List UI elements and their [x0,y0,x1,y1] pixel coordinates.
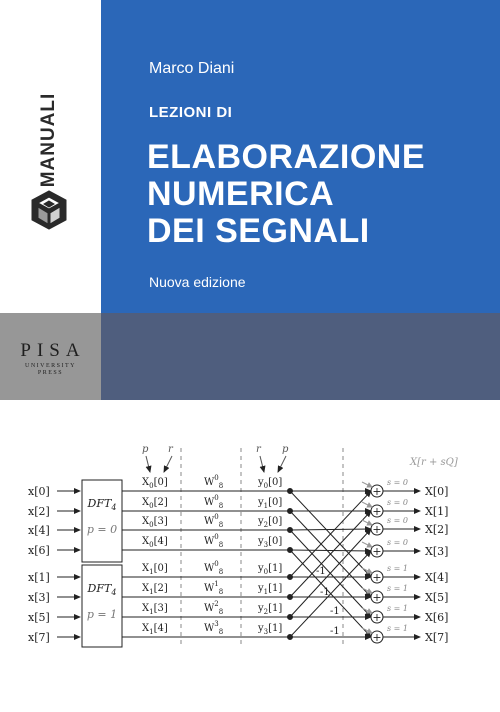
input-label: x[4] [28,524,50,537]
slate-band [101,313,500,400]
dft-param: p = 0 [86,523,118,536]
input-label: x[7] [28,631,50,644]
twiddle-label: $W^1_8$ [204,580,224,596]
author-name: Marco Diani [149,60,235,77]
book-title [147,139,425,250]
x-node-label: $X_0[0]$ [142,477,168,490]
input-label: x[6] [28,544,50,557]
adder-symbol: + [372,523,382,536]
s-label: s = 1 [387,584,408,593]
title-line: NUMERICA [147,175,335,213]
adder-symbol: + [372,485,382,498]
s-arrow [362,482,372,487]
negation-label: -1 [330,626,340,637]
dft-box [82,565,122,647]
input-label: x[2] [28,505,50,518]
output-label: X[7] [425,631,449,644]
x-node-label: $X_0[2]$ [142,497,168,510]
input-label: x[3] [28,591,50,604]
s-label: s = 1 [387,624,408,633]
butterfly-line [290,529,371,530]
twiddle-label: $W^3_8$ [204,620,224,636]
s-arrow [362,502,372,507]
dft-label: $DFT_4$ [87,497,117,512]
s-label: s = 0 [387,498,408,507]
twiddle-label: $W^0_8$ [204,513,224,529]
twiddle-label: $W^0_8$ [204,494,224,510]
index-label: p [142,444,149,455]
negation-label: -1 [330,606,340,617]
input-label: x[1] [28,571,50,584]
y-node-label: $y_2[0]$ [258,516,283,529]
output-header: X[r + sQ] [410,457,458,468]
s-label: s = 1 [387,604,408,613]
publisher-sub2: PRESS [37,370,64,376]
y-node-label: $y_3[0]$ [258,536,283,549]
fft-flow-diagram [0,400,500,712]
output-label: X[5] [425,591,449,604]
negation-label: -1 [316,566,326,577]
adder-symbol: + [372,591,382,604]
s-label: s = 0 [387,538,408,547]
y-node-label: $y_1[1]$ [258,583,283,596]
dft-box [82,480,122,562]
x-node-label: $X_1[4]$ [142,623,168,636]
s-label: s = 1 [387,564,408,573]
y-node-label: $y_3[1]$ [258,623,283,636]
index-label: r [256,444,261,455]
index-arrow [260,456,264,472]
s-arrow [362,542,372,547]
y-node-label: $y_1[0]$ [258,497,283,510]
index-arrow [278,456,286,472]
dft-label: $DFT_4$ [87,582,117,597]
adder-symbol: + [372,505,382,518]
index-label: r [168,444,173,455]
y-node-label: $y_2[1]$ [258,603,283,616]
x-node-label: $X_1[2]$ [142,583,168,596]
series-prefix: LEZIONI DI [149,104,233,121]
x-node-label: $X_1[3]$ [142,603,168,616]
output-label: X[6] [425,611,449,624]
collection-label: MANUALI [38,92,59,188]
publisher-sub: UNIVERSITY [25,363,76,369]
butterfly-line [290,550,371,551]
x-node-label: $X_0[3]$ [142,516,168,529]
output-label: X[4] [425,571,449,584]
y-node-label: $y_0[0]$ [258,477,283,490]
title-line: DEI SEGNALI [147,212,370,250]
input-label: x[0] [28,485,50,498]
twiddle-label: $W^2_8$ [204,600,224,616]
s-label: s = 0 [387,516,408,525]
title-line: ELABORAZIONE [147,138,425,176]
index-arrow [146,456,150,472]
y-node-label: $y_0[1]$ [258,563,283,576]
adder-symbol: + [372,611,382,624]
output-label: X[2] [425,523,449,536]
dft-param: p = 1 [86,608,118,621]
negation-label: -1 [320,587,330,598]
publisher-logo [0,340,101,376]
output-label: X[3] [425,545,449,558]
s-arrow [362,520,372,525]
twiddle-label: $W^0_8$ [204,560,224,576]
index-label: p [282,444,289,455]
index-arrow [164,456,172,472]
adder-symbol: + [372,545,382,558]
output-label: X[1] [425,505,449,518]
x-node-label: $X_1[0]$ [142,563,168,576]
edition-label: Nuova edizione [149,274,246,290]
adder-symbol: + [372,571,382,584]
twiddle-label: $W^0_8$ [204,474,224,490]
s-label: s = 0 [387,478,408,487]
twiddle-label: $W^0_8$ [204,533,224,549]
x-node-label: $X_0[4]$ [142,536,168,549]
cube-logo-icon [29,189,69,236]
output-label: X[0] [425,485,449,498]
publisher-name: PISA [20,340,86,361]
input-label: x[5] [28,611,50,624]
adder-symbol: + [372,631,382,644]
